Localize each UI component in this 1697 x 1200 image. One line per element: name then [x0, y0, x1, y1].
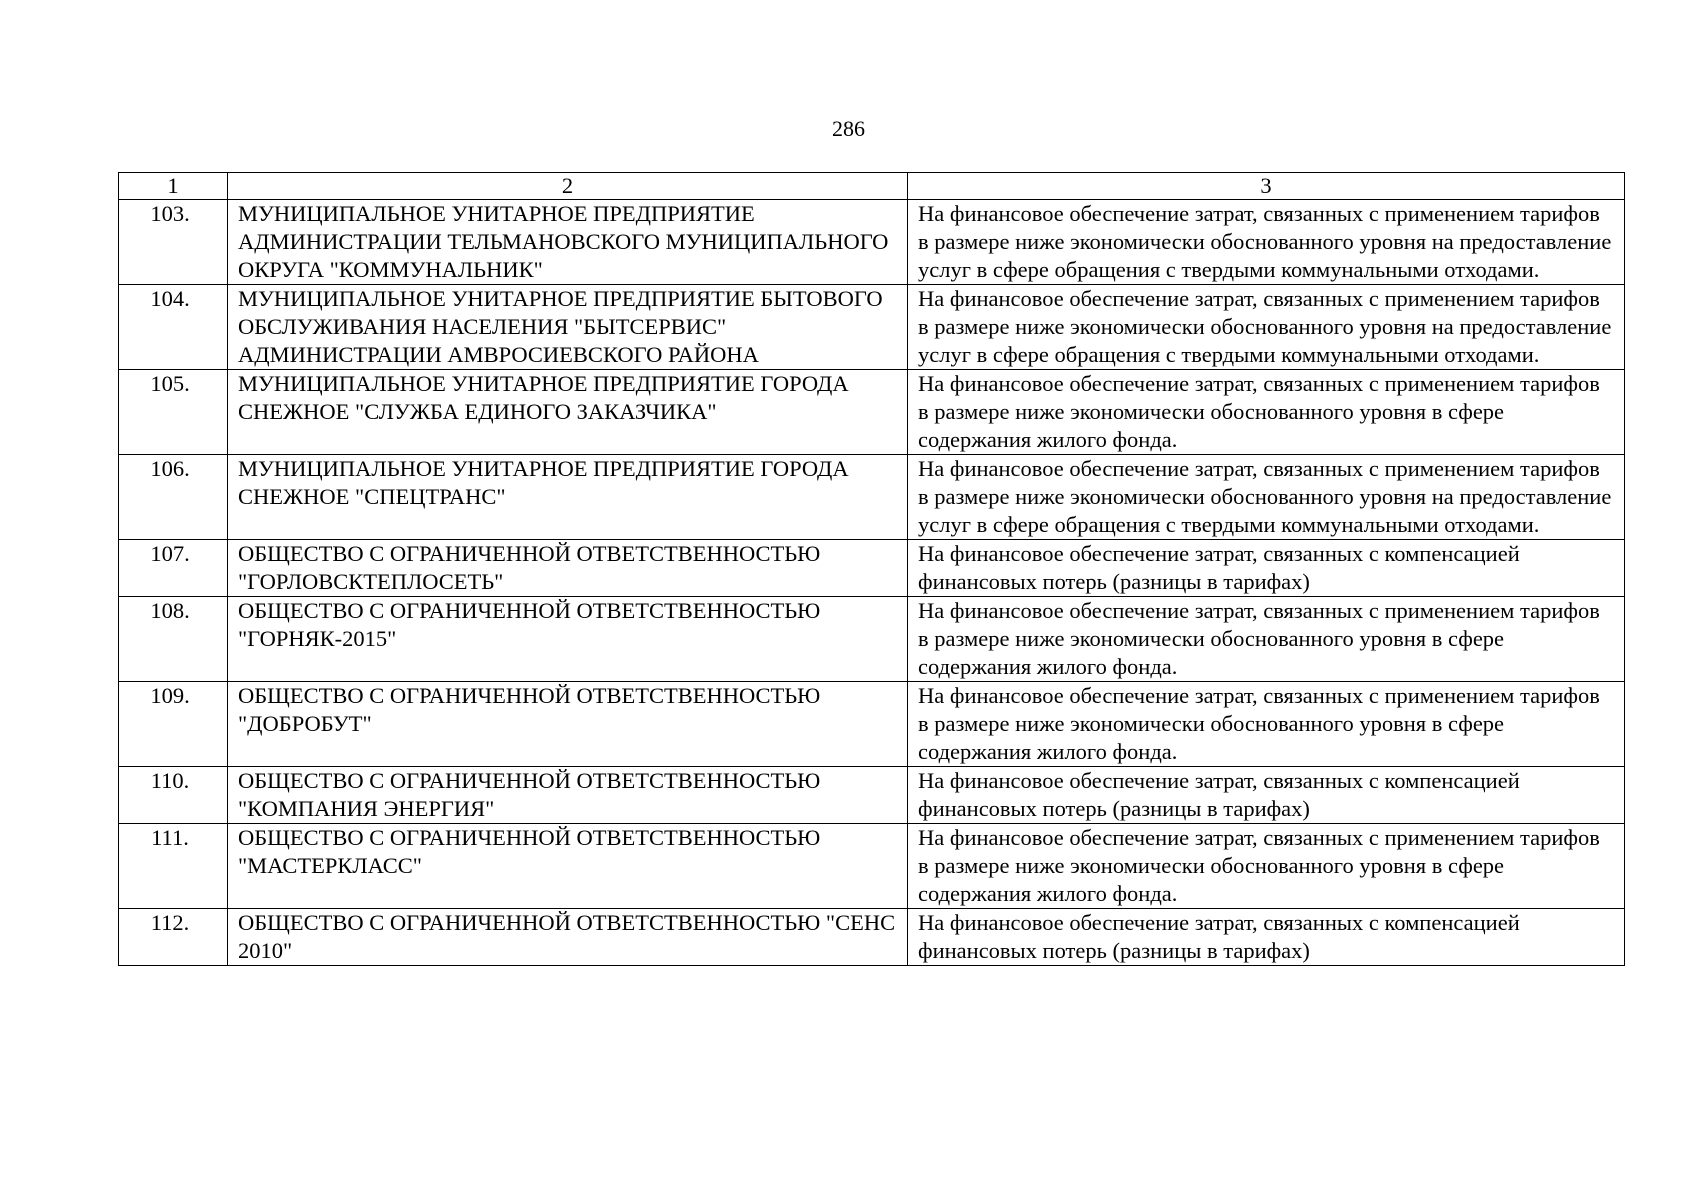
table-row: [119, 597, 1625, 682]
table-row: [119, 200, 1625, 285]
row-number: 107.: [119, 540, 228, 597]
subsidy-purpose: На финансовое обеспечение затрат, связанных с применением тарифов в размере ниже экономически обоснованного уровня в сфере содержания жилого фонда.: [908, 370, 1625, 455]
organization-name: МУНИЦИПАЛЬНОЕ УНИТАРНОЕ ПРЕДПРИЯТИЕ ГОРОДА СНЕЖНОЕ "СПЕЦТРАНС": [228, 455, 908, 540]
organization-name: ОБЩЕСТВО С ОГРАНИЧЕННОЙ ОТВЕТСТВЕННОСТЬЮ "КОМПАНИЯ ЭНЕРГИЯ": [228, 767, 908, 824]
column-header: 3: [908, 173, 1625, 200]
row-number: 106.: [119, 455, 228, 540]
organization-name: ОБЩЕСТВО С ОГРАНИЧЕННОЙ ОТВЕТСТВЕННОСТЬЮ "ГОРНЯК-2015": [228, 597, 908, 682]
row-number: 104.: [119, 285, 228, 370]
subsidy-purpose: На финансовое обеспечение затрат, связанных с применением тарифов в размере ниже экономически обоснованного уровня на предоставление услуг в сфере обращения с твердыми коммунальными отходами.: [908, 285, 1625, 370]
subsidy-purpose: На финансовое обеспечение затрат, связанных с компенсацией финансовых потерь (разницы в тарифах): [908, 767, 1625, 824]
table-row: [119, 540, 1625, 597]
organization-name: ОБЩЕСТВО С ОГРАНИЧЕННОЙ ОТВЕТСТВЕННОСТЬЮ "ДОБРОБУТ": [228, 682, 908, 767]
row-number: 105.: [119, 370, 228, 455]
subsidy-purpose: На финансовое обеспечение затрат, связанных с применением тарифов в размере ниже экономически обоснованного уровня на предоставление услуг в сфере обращения с твердыми коммунальными отходами.: [908, 455, 1625, 540]
table-row: [119, 455, 1625, 540]
column-header: 1: [119, 173, 228, 200]
subsidy-purpose: На финансовое обеспечение затрат, связанных с применением тарифов в размере ниже экономически обоснованного уровня в сфере содержания жилого фонда.: [908, 682, 1625, 767]
row-number: 111.: [119, 824, 228, 909]
row-number: 109.: [119, 682, 228, 767]
table-header-row: [119, 173, 1625, 200]
row-number: 103.: [119, 200, 228, 285]
subsidy-purpose: На финансовое обеспечение затрат, связанных с применением тарифов в размере ниже экономически обоснованного уровня на предоставление услуг в сфере обращения с твердыми коммунальными отходами.: [908, 200, 1625, 285]
column-header: 2: [228, 173, 908, 200]
table-row: [119, 824, 1625, 909]
organization-name: ОБЩЕСТВО С ОГРАНИЧЕННОЙ ОТВЕТСТВЕННОСТЬЮ "МАСТЕРКЛАСС": [228, 824, 908, 909]
table-row: [119, 285, 1625, 370]
row-number: 108.: [119, 597, 228, 682]
organization-name: ОБЩЕСТВО С ОГРАНИЧЕННОЙ ОТВЕТСТВЕННОСТЬЮ "ГОРЛОВСКТЕПЛОСЕТЬ": [228, 540, 908, 597]
subsidy-table: [118, 172, 1625, 966]
table-row: [119, 767, 1625, 824]
row-number: 110.: [119, 767, 228, 824]
subsidy-purpose: На финансовое обеспечение затрат, связанных с компенсацией финансовых потерь (разницы в тарифах): [908, 540, 1625, 597]
table-row: [119, 682, 1625, 767]
table-row: [119, 370, 1625, 455]
organization-name: МУНИЦИПАЛЬНОЕ УНИТАРНОЕ ПРЕДПРИЯТИЕ АДМИНИСТРАЦИИ ТЕЛЬМАНОВСКОГО МУНИЦИПАЛЬНОГО ОКРУГА "КОММУНАЛЬНИК": [228, 200, 908, 285]
organization-name: МУНИЦИПАЛЬНОЕ УНИТАРНОЕ ПРЕДПРИЯТИЕ ГОРОДА СНЕЖНОЕ "СЛУЖБА ЕДИНОГО ЗАКАЗЧИКА": [228, 370, 908, 455]
table-row: [119, 909, 1625, 966]
organization-name: ОБЩЕСТВО С ОГРАНИЧЕННОЙ ОТВЕТСТВЕННОСТЬЮ "СЕНС 2010": [228, 909, 908, 966]
page-number: 286: [832, 116, 865, 141]
subsidy-purpose: На финансовое обеспечение затрат, связанных с компенсацией финансовых потерь (разницы в тарифах): [908, 909, 1625, 966]
subsidy-purpose: На финансовое обеспечение затрат, связанных с применением тарифов в размере ниже экономически обоснованного уровня в сфере содержания жилого фонда.: [908, 824, 1625, 909]
row-number: 112.: [119, 909, 228, 966]
organization-name: МУНИЦИПАЛЬНОЕ УНИТАРНОЕ ПРЕДПРИЯТИЕ БЫТОВОГО ОБСЛУЖИВАНИЯ НАСЕЛЕНИЯ "БЫТСЕРВИС" АДМИНИСТРАЦИИ АМВРОСИЕВСКОГО РАЙОНА: [228, 285, 908, 370]
subsidy-purpose: На финансовое обеспечение затрат, связанных с применением тарифов в размере ниже экономически обоснованного уровня в сфере содержания жилого фонда.: [908, 597, 1625, 682]
